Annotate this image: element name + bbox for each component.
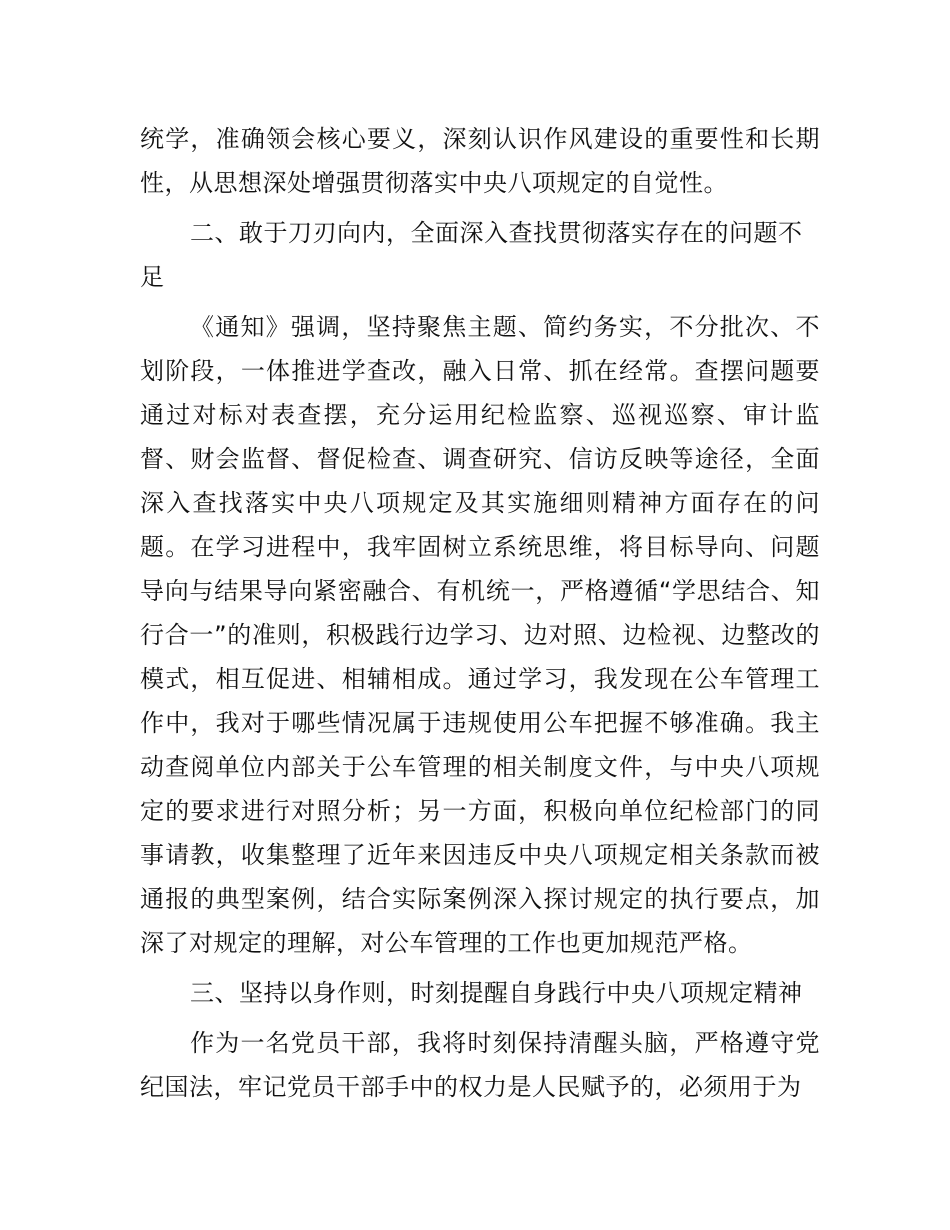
section-heading-two: 二、敢于刀刃向内，全面深入查找贯彻落实存在的问题不足 — [140, 219, 803, 291]
paragraph-body: 《通知》强调，坚持聚焦主题、简约务实，不分批次、不划阶段，一体推进学查改，融入日常、抓在经常。查摆问题要通过对标对表查摆，充分运用纪检监察、巡视巡察、审计监督、财会监督、督促检查、调查研究、信访反映等途径，全面深入查找落实中央八项规定及其实施细则精神方面存在的问题。在学习进程中，我牢固树立系统思维，将目标导向、问题导向与结果导向紧密融合、有机统一，严格遵循“学思结合、知行合一”的准则，积极践行边学习、边对照、边检视、边整改的模式，相互促进、相辅相成。通过学习，我发现在公车管理工作中，我对于哪些情况属于违规使用公车把握不够准确。我主动查阅单位内部关于公车管理的相关制度文件，与中央八项规定的要求进行对照分析；另一方面，积极向单位纪检部门的同事请教，收集整理了近年来因违反中央八项规定相关条款而被通报的典型案例，结合实际案例深入探讨规定的执行要点，加深了对规定的理解，对公车管理的工作也更加规范严格。 — [140, 313, 820, 957]
paragraph-continued: 统学，准确领会核心要义，深刻认识作风建设的重要性和长期性，从思想深处增强贯彻落实中央八项规定的自觉性。 — [140, 125, 820, 197]
paragraph-body: 作为一名党员干部，我将时刻保持清醒头脑，严格遵守党纪国法，牢记党员干部手中的权力是人民赋予的，必须用于为 — [140, 1029, 820, 1101]
document-body — [140, 117, 820, 1115]
section-heading-three: 三、坚持以身作则，时刻提醒自身践行中央八项规定精神 — [190, 979, 803, 1007]
